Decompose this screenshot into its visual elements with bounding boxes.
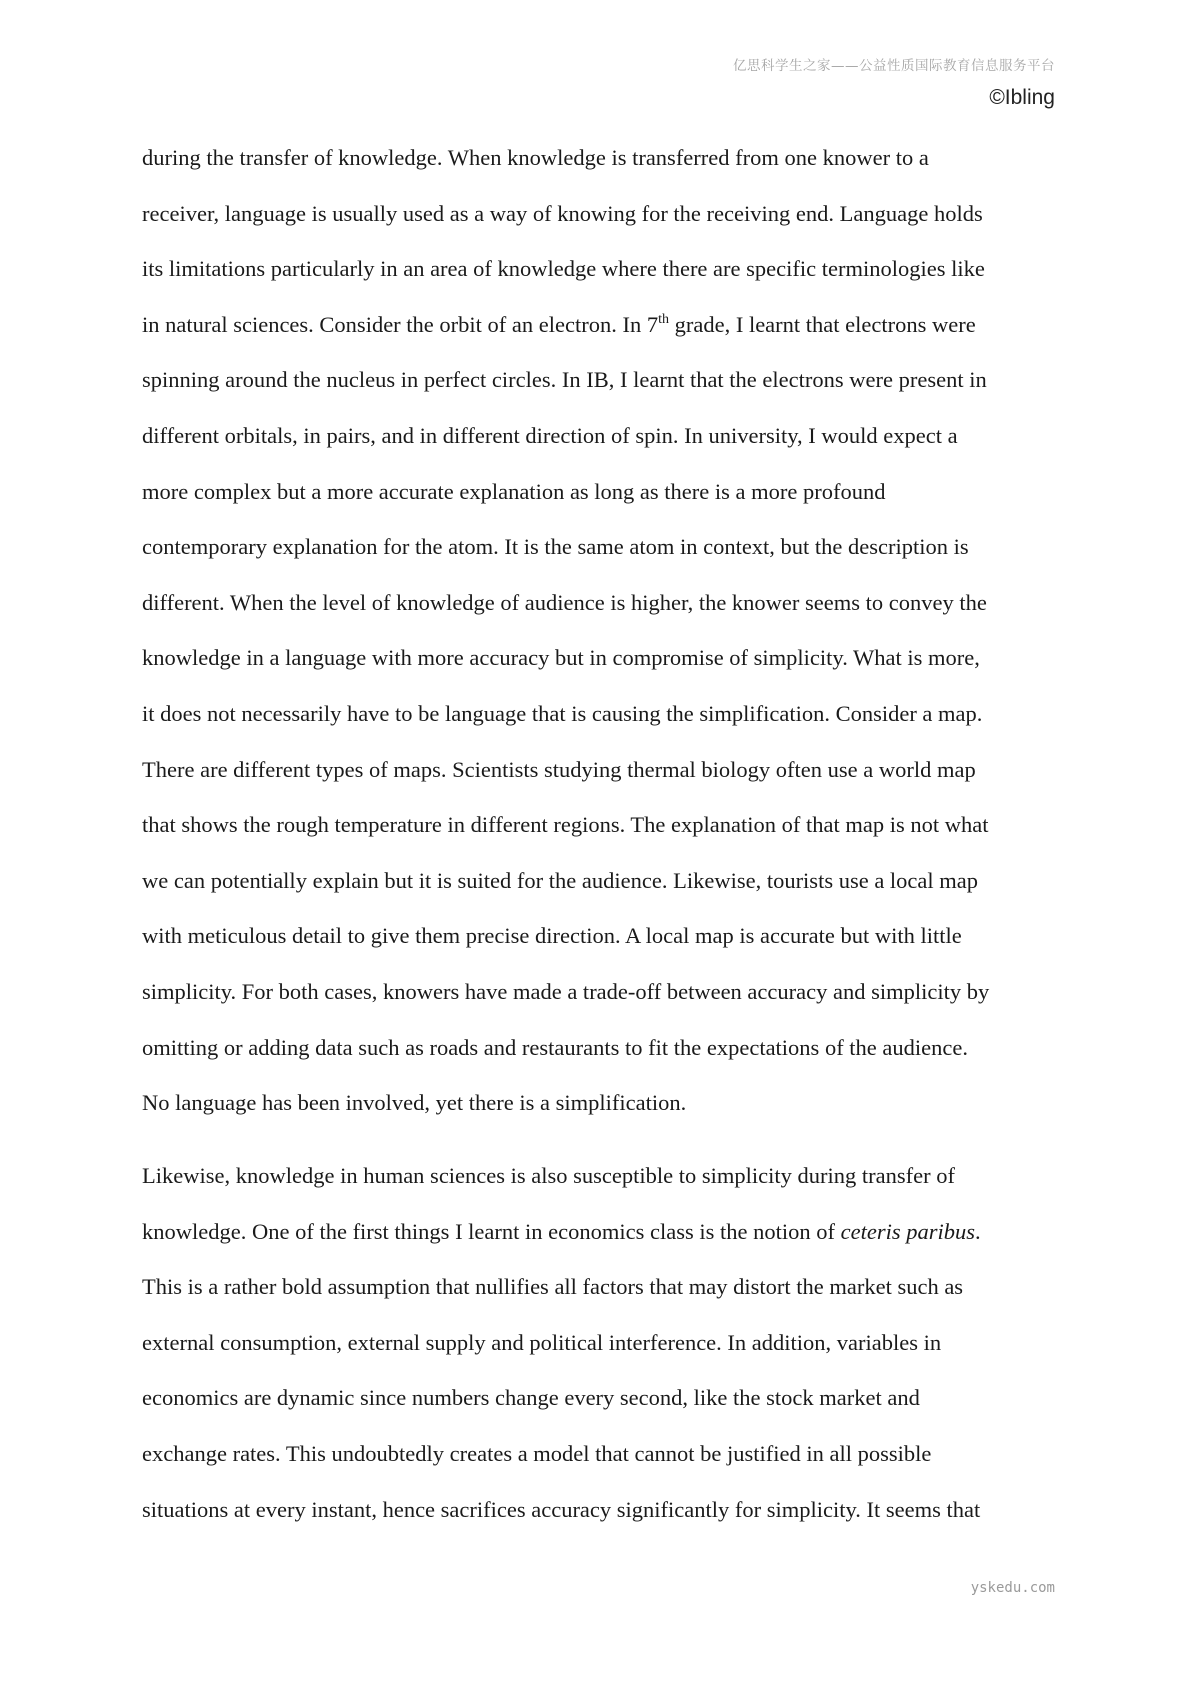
text-line: different orbitals, in pairs, and in different direction of spin. In university, I would expect a <box>142 422 958 448</box>
superscript-ordinal: th <box>658 311 669 327</box>
text-line: omitting or adding data such as roads and restaurants to fit the expectations of the audience. <box>142 1034 968 1060</box>
text-line: receiver, language is usually used as a way of knowing for the receiving end. Language holds <box>142 200 983 226</box>
text-line: exchange rates. This undoubtedly creates a model that cannot be justified in all possible <box>142 1440 932 1466</box>
text-line: its limitations particularly in an area of knowledge where there are specific terminologies like <box>142 256 985 282</box>
paragraph-1 <box>142 130 1056 1131</box>
text-line: different. When the level of knowledge of audience is higher, the knower seems to convey the <box>142 589 987 615</box>
text-line: This is a rather bold assumption that nullifies all factors that may distort the market such as <box>142 1274 964 1300</box>
text-segment: . <box>974 1218 981 1244</box>
text-line: spinning around the nucleus in perfect circles. In IB, I learnt that the electrons were present in <box>142 367 987 393</box>
footer-site-url: yskedu.com <box>970 1580 1055 1596</box>
text-segment: knowledge. One of the first things I learnt in economics class is the notion of <box>142 1218 841 1244</box>
text-line: simplicity. For both cases, knowers have made a trade-off between accuracy and simplicity by <box>142 978 990 1004</box>
text-line: we can potentially explain but it is suited for the audience. Likewise, tourists use a local map <box>142 867 979 893</box>
header-copyright: ©Ibling <box>989 86 1055 109</box>
text-line: contemporary explanation for the atom. It is the same atom in context, but the description is <box>142 534 969 560</box>
text-line: No language has been involved, yet there is a simplification. <box>142 1090 687 1116</box>
text-line: that shows the rough temperature in different regions. The explanation of that map is not what <box>142 812 989 838</box>
italic-term: ceteris paribus <box>840 1218 975 1244</box>
text-line: with meticulous detail to give them precise direction. A local map is accurate but with little <box>142 923 962 949</box>
text-line: situations at every instant, hence sacrifices accuracy significantly for simplicity. It seems that <box>142 1496 981 1522</box>
text-line: it does not necessarily have to be language that is causing the simplification. Consider a map. <box>142 700 983 726</box>
text-line: during the transfer of knowledge. When knowledge is transferred from one knower to a <box>142 145 929 170</box>
text-segment: grade, I learnt that electrons were <box>668 311 976 337</box>
text-segment: in natural sciences. Consider the orbit of an electron. In 7 <box>142 311 659 337</box>
text-line: external consumption, external supply and political interference. In addition, variables in <box>142 1329 942 1355</box>
text-line <box>142 1204 1056 1260</box>
text-line: Likewise, knowledge in human sciences is also susceptible to simplicity during transfer of <box>142 1163 955 1188</box>
text-line: There are different types of maps. Scientists studying thermal biology often use a world map <box>142 756 976 782</box>
text-line: economics are dynamic since numbers change every second, like the stock market and <box>142 1385 920 1411</box>
header-site-name: 亿思科学生之家——公益性质国际教育信息服务平台 <box>733 58 1055 74</box>
text-line: knowledge in a language with more accuracy but in compromise of simplicity. What is more, <box>142 645 980 671</box>
text-line <box>142 297 1056 353</box>
text-line: more complex but a more accurate explanation as long as there is a more profound <box>142 478 886 504</box>
paragraph-2 <box>142 1148 1056 1537</box>
